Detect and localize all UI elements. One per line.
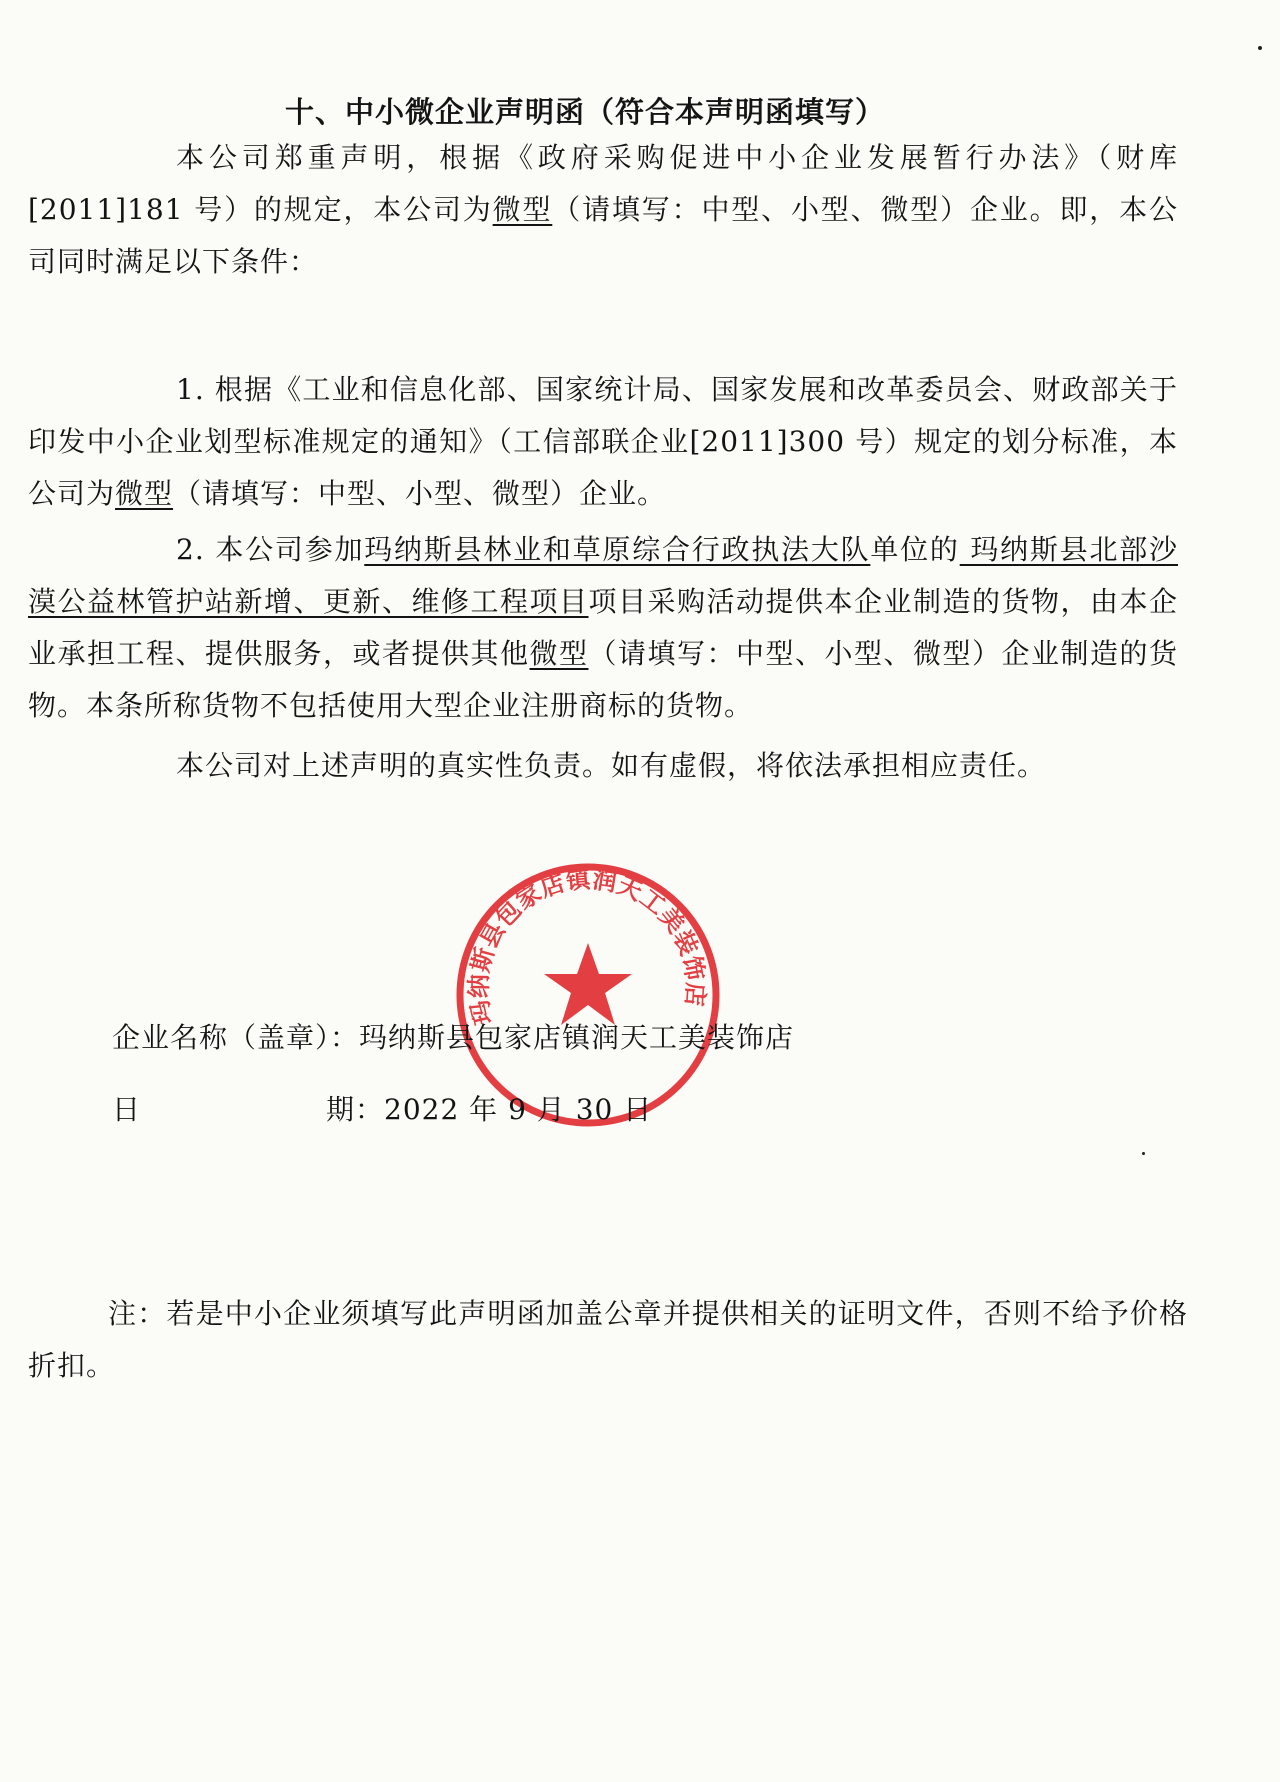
scan-speck bbox=[1142, 1152, 1145, 1155]
date-label-start: 日 bbox=[112, 1093, 142, 1126]
company-name-line bbox=[112, 1016, 794, 1056]
condition-2-text-3: 项目采购活动提供本企业制造的货物，由本企业承担工程、提供服务，或者提供其他 bbox=[28, 585, 1178, 670]
condition-1-text-2: （请填写：中型、小型、微型）企业。 bbox=[173, 477, 667, 510]
condition-2-enterprise-type: 微型 bbox=[529, 637, 589, 670]
date-value: 2022 年 9 月 30 日 bbox=[384, 1093, 653, 1126]
date-line bbox=[326, 1088, 652, 1128]
closing-statement: 本公司对上述声明的真实性负责。如有虚假，将依法承担相应责任。 bbox=[176, 749, 1047, 782]
date-label-end: 期： bbox=[326, 1093, 385, 1126]
condition-2-text-2: 单位的 bbox=[870, 533, 960, 566]
document-title: 十、中小微企业声明函（符合本声明函填写） bbox=[284, 95, 885, 129]
seal-text: 玛纳斯县包家店镇润天工美装饰店 bbox=[464, 865, 710, 1028]
purchaser-unit: 玛纳斯县林业和草原综合行政执法大队 bbox=[364, 533, 871, 566]
condition-2-paragraph bbox=[28, 524, 1178, 732]
condition-2-text-4: （请填写：中型、小型、微型）企业制造的货物。本条所称货物不包括使用大型企业注册商标的货物。 bbox=[28, 637, 1178, 722]
company-label: 企业名称（盖章）： bbox=[112, 1021, 360, 1054]
scan-speck bbox=[1258, 46, 1262, 50]
condition-1-enterprise-type: 微型 bbox=[115, 477, 174, 510]
footnote: 注：若是中小企业须填写此声明函加盖公章并提供相关的证明文件，否则不给予价格折扣。 bbox=[28, 1297, 1188, 1382]
company-name: 玛纳斯县包家店镇润天工美装饰店 bbox=[359, 1021, 795, 1054]
condition-2-text-1: 2. 本公司参加 bbox=[176, 533, 365, 566]
intro-text-2: （请填写：中型、小型、微型）企业。即，本公司同时满足以下条件： bbox=[28, 193, 1178, 278]
intro-text-1: 本公司郑重声明，根据《政府采购促进中小企业发展暂行办法》（财库[2011]181 号）的规定，本公司为 bbox=[28, 141, 1178, 226]
intro-enterprise-type: 微型 bbox=[492, 193, 553, 226]
project-name: 玛纳斯县北部沙漠公益林管护站新增、更新、维修工程项目 bbox=[28, 533, 1178, 618]
seal-star-icon bbox=[544, 943, 632, 1025]
condition-1-paragraph bbox=[28, 364, 1178, 520]
intro-paragraph bbox=[28, 132, 1178, 288]
condition-1-text-1: 1. 根据《工业和信息化部、国家统计局、国家发展和改革委员会、财政部关于印发中小企业划型标准规定的通知》（工信部联企业[2011]300 号）规定的划分标准，本公司为 bbox=[28, 373, 1178, 510]
